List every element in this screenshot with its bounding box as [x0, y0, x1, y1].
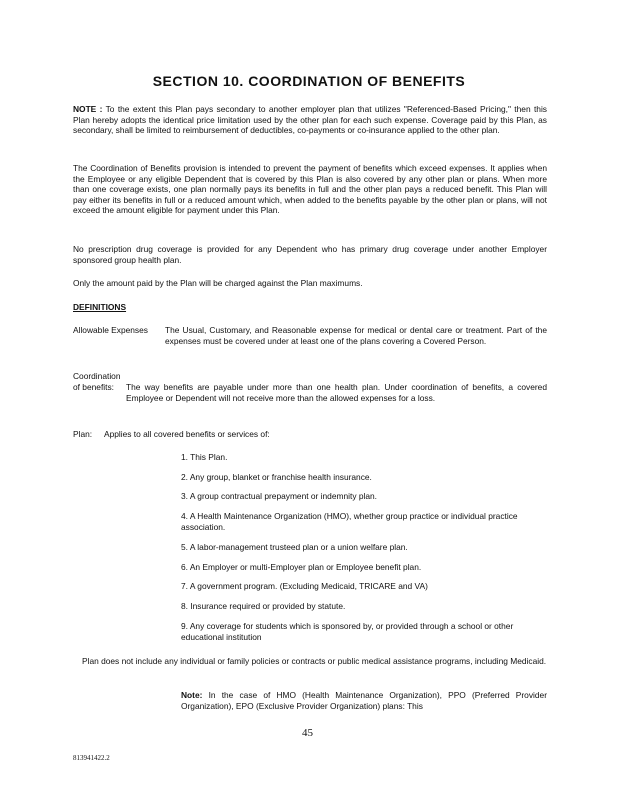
- plan-list-item: 4. A Health Maintenance Organization (HMO), whether group practice or individual practice association.: [181, 511, 518, 532]
- plan-list-item: 3. A group contractual prepayment or indemnity plan.: [181, 491, 377, 501]
- plan-exclusion: Plan does not include any individual or family policies or contracts or public medical assistance programs, including Medicaid.: [82, 656, 547, 666]
- coordination-term-line1: Coordination: [73, 371, 121, 381]
- note-hmo: [181, 690, 547, 711]
- plan-list-item: 8. Insurance required or provided by statute.: [181, 601, 346, 611]
- note-label: NOTE :: [73, 104, 103, 114]
- cob-paragraph: The Coordination of Benefits provision is intended to prevent the payment of benefits which exceed expenses. It applies when the Employee or any eligible Dependent that is covered by this Plan is also covered by any other plan or plans. When more than one coverage exists, one plan normally pays its benefits in full and the other plan pays a reduced benefit. This Plan will pay either its benefits in full or a reduced amount which, when added to the benefits payable by the other plan or plans, will not exceed the amount eligible for payment under this Plan.: [73, 163, 547, 216]
- section-title: SECTION 10. COORDINATION OF BENEFITS: [152, 73, 466, 89]
- coordination-definition: The way benefits are payable under more than one health plan. Under coordination of benefits, a covered Employee or Dependent will not receive more than the allowed expenses for a loss.: [126, 382, 547, 403]
- allowable-term: Allowable Expenses: [73, 325, 148, 335]
- plan-definition: Applies to all covered benefits or services of:: [104, 429, 270, 439]
- plan-list-item: 2. Any group, blanket or franchise health insurance.: [181, 472, 372, 482]
- note-paragraph: [73, 104, 547, 136]
- prescription-paragraph: No prescription drug coverage is provided for any Dependent who has primary drug coverage under another Employer sponsored group health plan.: [73, 244, 547, 265]
- definitions-heading: DEFINITIONS: [73, 302, 127, 312]
- plan-term: Plan:: [73, 429, 93, 439]
- footer-document-code: 813941422.2: [73, 754, 110, 762]
- allowable-definition: The Usual, Customary, and Reasonable expense for medical or dental care or treatment. Part of the expenses must be covered under at least one of the plans covering a Covered Person.: [165, 325, 547, 346]
- plan-list-item: 9. Any coverage for students which is sponsored by, or provided through a school or other educational institution: [181, 621, 514, 642]
- note-hmo-label: Note:: [181, 690, 203, 700]
- plan-list-item: 6. An Employer or multi-Employer plan or Employee benefit plan.: [181, 562, 422, 572]
- maximums-paragraph: Only the amount paid by the Plan will be charged against the Plan maximums.: [73, 278, 363, 288]
- coordination-term-line2: of benefits:: [73, 382, 114, 392]
- plan-list-item: 7. A government program. (Excluding Medicaid, TRICARE and VA): [181, 581, 428, 591]
- note-hmo-text: In the case of HMO (Health Maintenance Organization), PPO (Preferred Provider Organization), EPO (Exclusive Provider Organization) plans: This: [181, 690, 547, 711]
- note-text: To the extent this Plan pays secondary to another employer plan that utilizes "Referenced-Based Pricing," then this Plan hereby adopts the identical price limitation used by the other plan for each such expense. Coverage paid by this Plan, as secondary, shall be limited to reimbursement of deductibles, co-payments or co-insurance applied to the other plan.: [73, 104, 547, 136]
- plan-list-item: 5. A labor-management trusteed plan or a union welfare plan.: [181, 542, 408, 552]
- plan-list-item: 1. This Plan.: [181, 452, 228, 462]
- page-number: 45: [302, 727, 313, 739]
